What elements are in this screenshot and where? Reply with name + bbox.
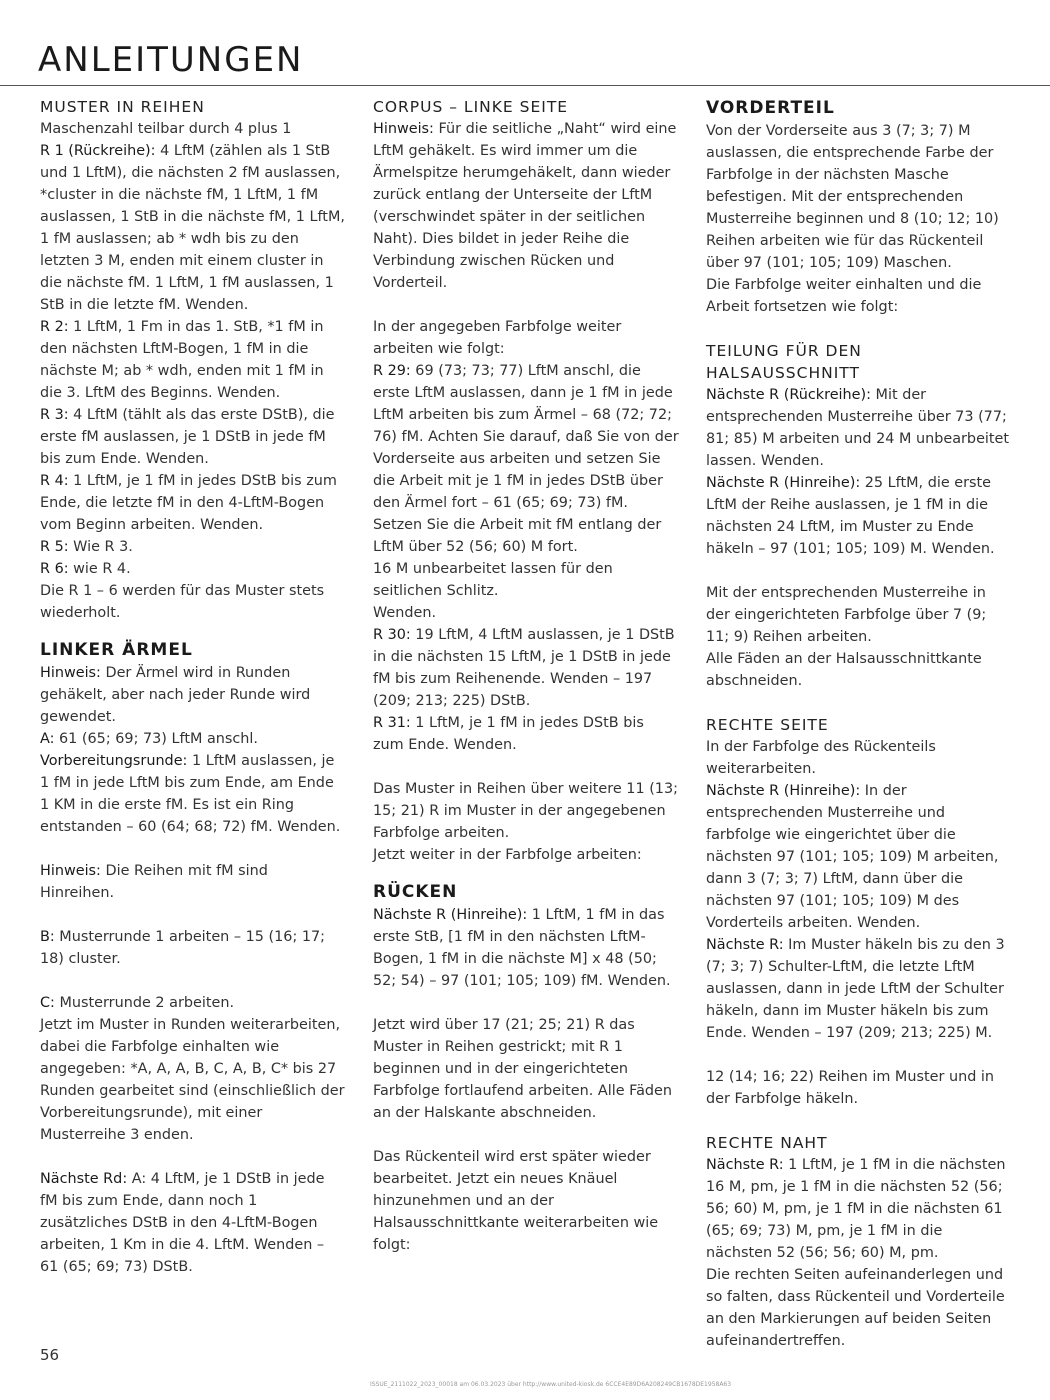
paragraph: Alle Fäden an der Halsausschnittkante abschneiden. xyxy=(706,651,982,689)
paragraph: 16 M unbearbeitet lassen für den seitlichen Schlitz. xyxy=(373,561,613,599)
note-label: Hinweis: xyxy=(373,121,434,137)
row-label: R 2: xyxy=(40,319,69,335)
section-heading-rechte-naht: RECHTE NAHT xyxy=(706,1134,828,1152)
paragraph xyxy=(373,712,679,756)
note-text: Der Ärmel wird in Runden gehäkelt, aber nach jeder Runde wird gewendet. xyxy=(40,665,311,725)
row-label: Nächste R (Rückreihe): xyxy=(706,387,871,403)
row-text: 1 LftM, je 1 fM in jedes DStB bis zum Ende, die letzte fM in den 4-LftM-Bogen vom Beginn arbeiten. Wenden. xyxy=(40,473,337,533)
paragraph: Jetzt weiter in der Farbfolge arbeiten: xyxy=(373,847,642,863)
paragraph: In der angegeben Farbfolge weiter arbeiten wie folgt: xyxy=(373,319,622,357)
row-label: R 29: xyxy=(373,363,411,379)
row-label: Nächste R (Hinreihe): xyxy=(706,783,861,799)
paragraph xyxy=(373,360,679,558)
row-label: R 4: xyxy=(40,473,69,489)
section-heading-linker-aermel: LINKER ÄRMEL xyxy=(40,640,193,660)
paragraph xyxy=(373,624,679,712)
paragraph xyxy=(40,992,346,1014)
row-label: R 31: xyxy=(373,715,411,731)
paragraph: Von der Vorderseite aus 3 (7; 3; 7) M auslassen, die entsprechende Farbe der Farbfolge in der nächsten Masche befestigen. Mit der entsprechenden Musterreihe beginnen und 8 (10; 12; 10) Reihen arbeiten wie für das Rückenteil über 97 (101; 105; 109) Maschen. xyxy=(706,123,999,271)
paragraph xyxy=(40,728,346,750)
paragraph: In der Farbfolge des Rückenteils weiterarbeiten. xyxy=(706,739,936,777)
paragraph: Das Muster in Reihen über weitere 11 (13; 15; 21) R im Muster in der angegebenen Farbfolge arbeiten. xyxy=(373,781,678,841)
row-label: A: xyxy=(40,731,55,747)
paragraph xyxy=(40,140,346,316)
paragraph: Die rechten Seiten aufeinanderlegen und so falten, dass Rückenteil und Vorderteile an den Markierungen auf beiden Seiten aufeinandertreffen. xyxy=(706,1267,1005,1349)
section-heading-teilung: TEILUNG FÜR DEN HALSAUSSCHNITT xyxy=(706,342,862,382)
row-text: 4 LftM (tählt als das erste DStB), die erste fM auslassen, je 1 DStB in jede fM bis zum Ende. Wenden. xyxy=(40,407,335,467)
paragraph xyxy=(40,558,346,580)
row-text: 19 LftM, 4 LftM auslassen, je 1 DStB in die nächsten 15 LftM, je 1 DStB in jede fM bis zum Reihenende. Wenden – 197 (209; 213; 225) DStB. xyxy=(373,627,675,709)
paragraph xyxy=(40,404,346,470)
row-text: 25 LftM, die erste LftM der Reihe auslassen, je 1 fM in die nächsten 24 LftM, im Muster zu Ende häkeln – 97 (101; 105; 109) M. Wenden. xyxy=(706,475,995,557)
column-2 xyxy=(373,96,679,1256)
page-number: 56 xyxy=(40,1346,60,1364)
section-heading-corpus: CORPUS – LINKE SEITE xyxy=(373,98,569,116)
row-text: 69 (73; 73; 77) LftM anschl, die erste LftM auslassen, dann je 1 fM in jede LftM arbeiten bis zum Ärmel – 68 (72; 72; 76) fM. Achten Sie darauf, daß Sie von der Vorderseite aus arbeiten und setzen Sie die Arbeit mit je 1 fM in jedes DStB über den Ärmel fort – 61 (65; 69; 73) fM. Setzen Sie die Arbeit mit fM entlang der LftM über 52 (56; 60) M fort. xyxy=(373,363,679,555)
footer-note: ISSUE_2111022_2023_00018 am 06.03.2023 über http://www.united-kiosk.de 6CCE4E89D6A208249CB1678DE1958A63 xyxy=(370,1381,732,1388)
row-label: R 3: xyxy=(40,407,69,423)
paragraph xyxy=(40,750,346,838)
row-text: Mit der entsprechenden Musterreihe über 73 (77; 81; 85) M arbeiten und 24 M unbearbeitet lassen. Wenden. xyxy=(706,387,1010,469)
row-text: 1 LftM auslassen, je 1 fM in jede LftM bis zum Ende, am Ende 1 KM in die erste fM. Es ist ein Ring entstanden – 60 (64; 68; 72) fM. Wenden. xyxy=(40,753,341,835)
paragraph xyxy=(706,472,1012,560)
paragraph: Jetzt im Muster in Runden weiterarbeiten, dabei die Farbfolge einhalten wie angegeben: *A, A, A, B, C, A, B, C* bis 27 Runden gearbeitet sind (einschließlich der Vorbereitungsrunde), mit einer Musterreihe 3 enden. xyxy=(40,1017,345,1143)
paragraph: 12 (14; 16; 22) Reihen im Muster und in der Farbfolge häkeln. xyxy=(706,1069,995,1107)
paragraph xyxy=(706,1154,1012,1264)
row-text: wie R 4. xyxy=(68,561,131,577)
row-text: 4 LftM (zählen als 1 StB und 1 LftM), die nächsten 2 fM auslassen, *cluster in die nächste fM, 1 LftM, 1 fM auslassen, 1 StB in die nächste fM, 1 LftM, 1 fM auslassen; ab * wdh bis zu den letzten 3 M, enden mit einem cluster in die nächste fM. 1 LftM, 1 fM auslassen, 1 StB in die letzte fM. Wenden. xyxy=(40,143,345,313)
paragraph xyxy=(706,934,1012,1044)
row-text: Im Muster häkeln bis zu den 3 (7; 3; 7) Schulter-LftM, die letzte LftM auslassen, dann in jede LftM der Schulter häkeln, dann im Muster häkeln bis zum Ende. Wenden – 197 (209; 213; 225) M. xyxy=(706,937,1005,1041)
row-label: B: xyxy=(40,929,55,945)
row-text: 1 LftM, 1 Fm in das 1. StB, *1 fM in den nächsten LftM-Bogen, 1 fM in die nächste M; ab * wdh, enden mit 1 fM in die 3. LftM des Beginns. Wenden. xyxy=(40,319,324,401)
row-label: Nächste R (Hinreihe): xyxy=(373,907,528,923)
section-heading-vorderteil: VORDERTEIL xyxy=(706,98,835,118)
paragraph xyxy=(373,118,679,294)
section-heading-rechte-seite: RECHTE SEITE xyxy=(706,716,829,734)
paragraph xyxy=(40,662,346,728)
paragraph: Die R 1 – 6 werden für das Muster stets wiederholt. xyxy=(40,583,325,621)
row-text: Musterrunde 1 arbeiten – 15 (16; 17; 18) cluster. xyxy=(40,929,326,967)
section-heading-muster: MUSTER IN REIHEN xyxy=(40,98,205,116)
row-text: In der entsprechenden Musterreihe und farbfolge wie eingerichtet über die nächsten 97 (101; 105; 109) M arbeiten, dann 3 (7; 3; 7) LftM, dann über die nächsten 97 (101; 105; 109) M des Vorderteils arbeiten. Wenden. xyxy=(706,783,999,931)
row-label: R 5: xyxy=(40,539,69,555)
paragraph: Maschenzahl teilbar durch 4 plus 1 xyxy=(40,121,292,137)
paragraph xyxy=(40,316,346,404)
note-label: Hinweis: xyxy=(40,665,101,681)
paragraph xyxy=(40,1168,346,1278)
column-3 xyxy=(706,96,1012,1352)
title-divider xyxy=(0,85,1050,86)
paragraph: Wenden. xyxy=(373,605,437,621)
section-heading-ruecken: RÜCKEN xyxy=(373,882,458,902)
row-label: Nächste R: xyxy=(706,1157,784,1173)
paragraph xyxy=(40,536,346,558)
column-1 xyxy=(40,96,346,1278)
row-text: 1 LftM, 1 fM in das erste StB, [1 fM in den nächsten LftM-Bogen, 1 fM in die nächste M] x 48 (50; 52; 54) – 97 (101; 105; 109) fM. Wenden. xyxy=(373,907,671,989)
row-text: 61 (65; 69; 73) LftM anschl. xyxy=(54,731,259,747)
note-text: Die Reihen mit fM sind Hinreihen. xyxy=(40,863,268,901)
paragraph xyxy=(706,384,1012,472)
note-text: Für die seitliche „Naht“ wird eine LftM gehäkelt. Es wird immer um die Ärmelspitze herumgehäkelt, dann wieder zurück entlang der Unterseite der LftM (verschwindet später in der seitlichen Naht). Dies bildet in jeder Reihe die Verbindung zwischen Rücken und Vorderteil. xyxy=(373,121,677,291)
paragraph: Mit der entsprechenden Musterreihe in der eingerichteten Farbfolge über 7 (9; 11; 9) Reihen arbeiten. xyxy=(706,585,987,645)
paragraph xyxy=(373,904,679,992)
row-label: R 1 (Rückreihe): xyxy=(40,143,156,159)
paragraph: Jetzt wird über 17 (21; 25; 21) R das Muster in Reihen gestrickt; mit R 1 beginnen und in der eingerichteten Farbfolge fortlaufend arbeiten. Alle Fäden an der Halskante abschneiden. xyxy=(373,1017,673,1121)
row-label: R 6: xyxy=(40,561,69,577)
page-title: ANLEITUNGEN xyxy=(38,40,304,80)
row-label: Nächste R: xyxy=(706,937,784,953)
row-text: 1 LftM, je 1 fM in die nächsten 16 M, pm, je 1 fM in die nächsten 52 (56; 56; 60) M, pm, je 1 fM in die nächsten 61 (65; 69; 73) M, pm, je 1 fM in die nächsten 52 (56; 56; 60) M, pm. xyxy=(706,1157,1006,1261)
row-label: Vorbereitungsrunde: xyxy=(40,753,188,769)
paragraph: Das Rückenteil wird erst später wieder bearbeitet. Jetzt ein neues Knäuel hinzunehmen und an der Halsausschnittkante weiterarbeiten wie folgt: xyxy=(373,1149,659,1253)
paragraph xyxy=(40,860,346,904)
row-text: Wie R 3. xyxy=(68,539,133,555)
row-text: Musterrunde 2 arbeiten. xyxy=(54,995,235,1011)
row-label: Nächste R (Hinreihe): xyxy=(706,475,861,491)
note-label: Hinweis: xyxy=(40,863,101,879)
row-label: C: xyxy=(40,995,55,1011)
paragraph xyxy=(40,926,346,970)
paragraph xyxy=(706,780,1012,934)
row-text: 1 LftM, je 1 fM in jedes DStB bis zum Ende. Wenden. xyxy=(373,715,644,753)
row-text: A: 4 LftM, je 1 DStB in jede fM bis zum Ende, dann noch 1 zusätzliches DStB in den 4-LftM-Bogen arbeiten, 1 Km in die 4. LftM. Wenden – 61 (65; 69; 73) DStB. xyxy=(40,1171,325,1275)
row-label: Nächste Rd: xyxy=(40,1171,128,1187)
paragraph: Die Farbfolge weiter einhalten und die Arbeit fortsetzen wie folgt: xyxy=(706,277,982,315)
row-label: R 30: xyxy=(373,627,411,643)
paragraph xyxy=(40,470,346,536)
